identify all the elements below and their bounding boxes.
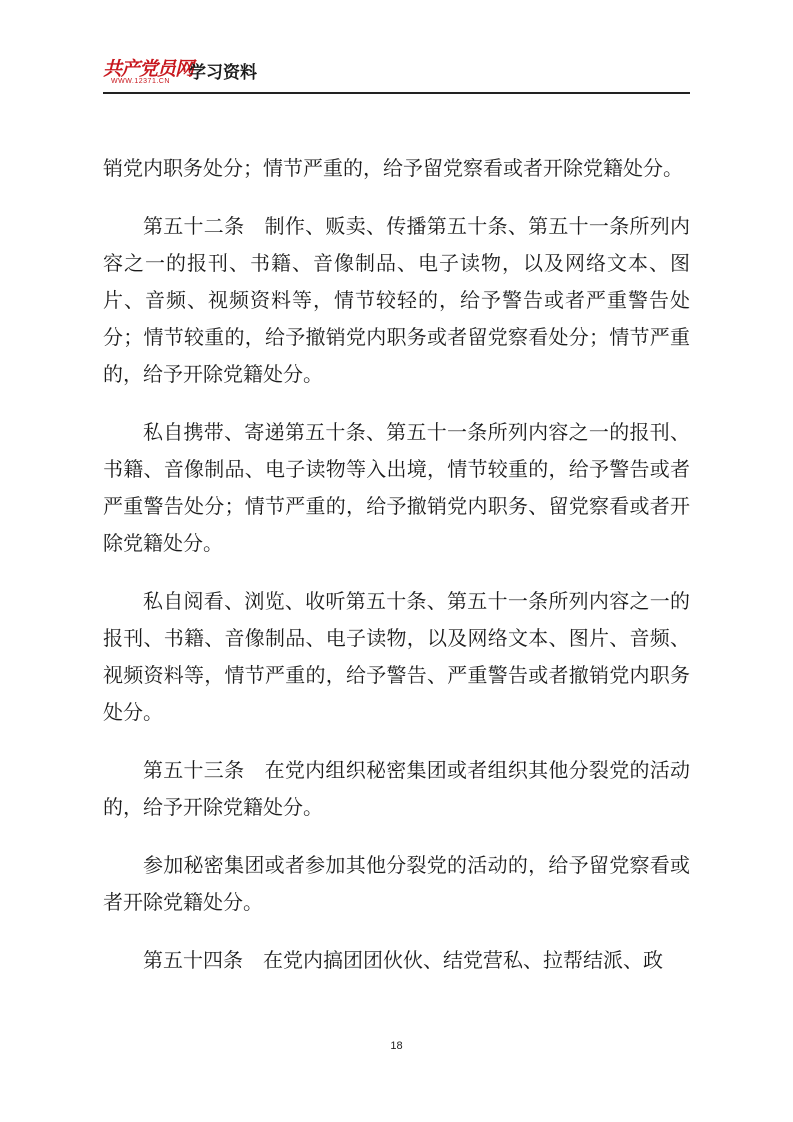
paragraph-article-52: 第五十二条 制作、贩卖、传播第五十条、第五十一条所列内容之一的报刊、书籍、音像制品、电子读物，以及网络文本、图片、音频、视频资料等，情节较轻的，给予警告或者严重警告处分；情节较重的，给予撤销党内职务或者留党察看处分；情节严重的，给予开除党籍处分。 [103, 214, 690, 386]
paragraph-read-browse: 私自阅看、浏览、收听第五十条、第五十一条所列内容之一的报刊、书籍、音像制品、电子读物，以及网络文本、图片、音频、视频资料等，情节严重的，给予警告、严重警告或者撤销党内职务处分。 [103, 589, 690, 724]
paragraph-carry-mail: 私自携带、寄递第五十条、第五十一条所列内容之一的报刊、书籍、音像制品、电子读物等入出境，情节较重的，给予警告或者严重警告处分；情节严重的，给予撤销党内职务、留党察看或者开除党籍处分。 [103, 420, 690, 555]
page-number: 18 [390, 1040, 403, 1052]
logo-url: WWW.12371.CN [111, 78, 170, 85]
paragraph-continued: 销党内职务处分；情节严重的，给予留党察看或者开除党籍处分。 [103, 156, 683, 180]
header-title: 学习资料 [189, 63, 257, 83]
page-header [103, 54, 690, 94]
logo-mark: 共产党员网 [103, 58, 194, 80]
paragraph-article-53: 第五十三条 在党内组织秘密集团或者组织其他分裂党的活动的，给予开除党籍处分。 [103, 758, 690, 819]
header-divider [103, 92, 690, 94]
document-body [103, 150, 690, 1000]
paragraph-join-secret-group: 参加秘密集团或者参加其他分裂党的活动的，给予留党察看或者开除党籍处分。 [103, 853, 690, 914]
site-logo [103, 54, 194, 90]
paragraph-article-54: 第五十四条 在党内搞团团伙伙、结党营私、拉帮结派、政 [143, 948, 663, 972]
